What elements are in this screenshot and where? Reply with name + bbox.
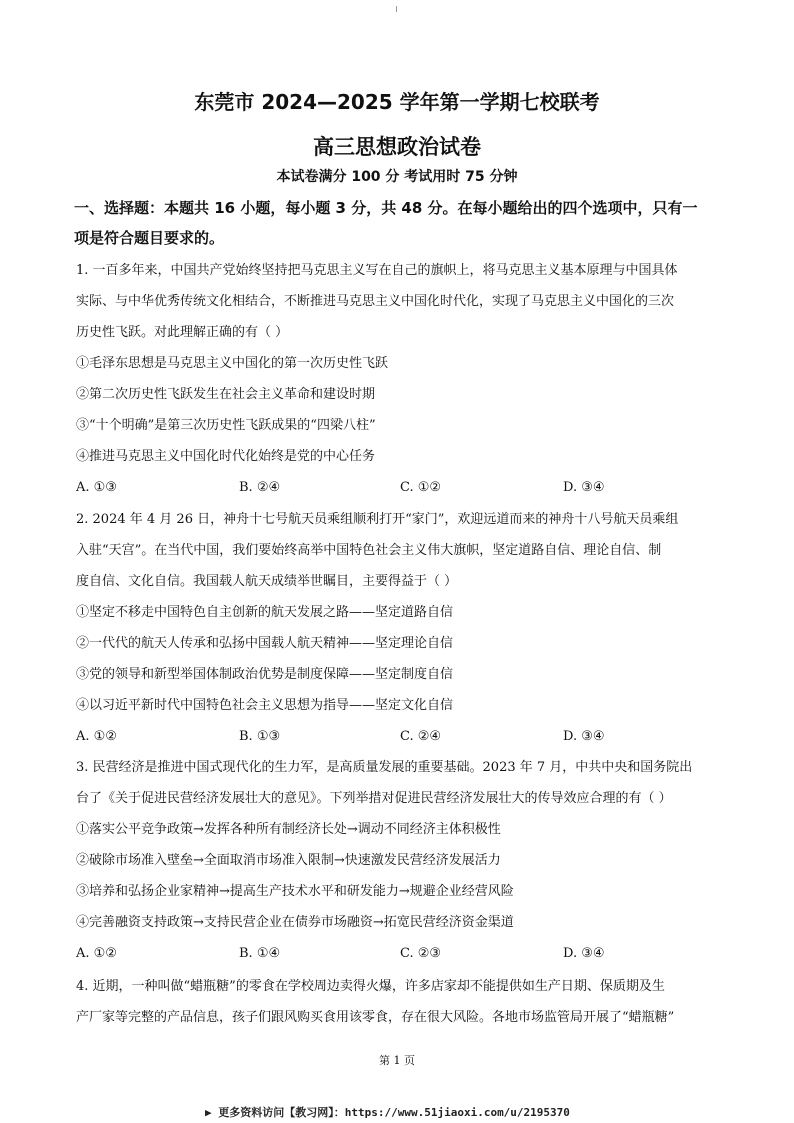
q2-option-a[interactable]: A. ①② (76, 729, 117, 744)
q2-stem-line1: 2. 2024 年 4 月 26 日，神舟十七号航天员乘组顺利打开“家门”，欢迎远道而来的神舟十八号航天员乘组 (76, 512, 679, 527)
q1-option-d[interactable]: D. ③④ (563, 480, 605, 495)
q4-stem-line1: 4. 近期，一种叫做“蜡瓶糖”的零食在学校周边卖得火爆，许多店家却不能提供如生产日期、保质期及生 (76, 979, 665, 994)
q2-stem-line3: 度自信、文化自信。我国载人航天成绩举世瞩目，主要得益于（ ） (76, 574, 458, 589)
q1-option-a[interactable]: A. ①③ (76, 480, 117, 495)
q3-item-1: ①落实公平竞争政策→发挥各种所有制经济长处→调动不同经济主体积极性 (76, 822, 501, 837)
q3-stem-line2: 台了《关于促进民营经济发展壮大的意见》。下列举措对促进民营经济发展壮大的传导效应合理的有（ ） (76, 791, 672, 806)
q3-option-a[interactable]: A. ①② (76, 946, 117, 961)
q2-option-b[interactable]: B. ①③ (239, 729, 281, 744)
q1-item-2: ②第二次历史性飞跃发生在社会主义革命和建设时期 (76, 387, 376, 402)
q1-option-c[interactable]: C. ①② (400, 480, 442, 495)
q2-item-2: ②一代代的航天人传承和弘扬中国载人航天精神——坚定理论自信 (76, 636, 454, 651)
top-mark (396, 6, 397, 12)
q2-option-d[interactable]: D. ③④ (563, 729, 605, 744)
exam-title: 东莞市 2024—2025 学年第一学期七校联考 (194, 90, 600, 114)
q1-stem-line1: 1. 一百多年来，中国共产党始终坚持把马克思主义写在自己的旗帜上，将马克思主义基本原理与中国具体 (76, 263, 678, 278)
q4-stem-line2: 产厂家等完整的产品信息，孩子们跟风购买食用该零食，存在很大风险。各地市场监管局开展了“蜡瓶糖” (76, 1010, 675, 1025)
section-heading-line2: 项是符合题目要求的。 (74, 229, 225, 247)
q1-item-4: ④推进马克思主义中国化时代化始终是党的中心任务 (76, 449, 376, 464)
q1-stem-line2: 实际、与中华优秀传统文化相结合，不断推进马克思主义中国化时代化，实现了马克思主义中国化的三次 (76, 294, 675, 309)
exam-subtitle: 高三思想政治试卷 (313, 135, 481, 159)
q2-stem-line2: 入驻“天宫”。在当代中国，我们要始终高举中国特色社会主义伟大旗帜，坚定道路自信、理论自信、制 (76, 543, 662, 558)
footer-ad-link[interactable]: ▶ 更多资料访问【教习网】：https://www.51jiaoxi.com/u/2195370 (205, 1106, 570, 1119)
q3-option-b[interactable]: B. ①④ (239, 946, 281, 961)
q3-item-4: ④完善融资支持政策→支持民营企业在债券市场融资→拓宽民营经济资金渠道 (76, 915, 514, 930)
page-number: 第 1 页 (379, 1054, 415, 1067)
q3-item-3: ③培养和弘扬企业家精神→提高生产技术水平和研发能力→规避企业经营风险 (76, 884, 514, 899)
q3-option-d[interactable]: D. ③④ (563, 946, 605, 961)
q1-item-3: ③“十个明确”是第三次历史性飞跃成果的“四梁八柱” (76, 418, 376, 433)
q3-option-c[interactable]: C. ②③ (400, 946, 442, 961)
q3-item-2: ②破除市场准入壁垒→全面取消市场准入限制→快速激发民营经济发展活力 (76, 853, 501, 868)
q2-item-1: ①坚定不移走中国特色自主创新的航天发展之路——坚定道路自信 (76, 605, 454, 620)
q2-item-3: ③党的领导和新型举国体制政治优势是制度保障——坚定制度自信 (76, 667, 454, 682)
q1-option-b[interactable]: B. ②④ (239, 480, 281, 495)
q1-item-1: ①毛泽东思想是马克思主义中国化的第一次历史性飞跃 (76, 356, 389, 371)
q2-item-4: ④以习近平新时代中国特色社会主义思想为指导——坚定文化自信 (76, 698, 454, 713)
q2-option-c[interactable]: C. ②④ (400, 729, 442, 744)
section-heading-line1: 一、选择题：本题共 16 小题，每小题 3 分，共 48 分。在每小题给出的四个选项中，只有一 (74, 199, 698, 217)
exam-info: 本试卷满分 100 分 考试用时 75 分钟 (276, 169, 518, 185)
q1-stem-line3: 历史性飞跃。对此理解正确的有（ ） (76, 325, 289, 340)
q3-stem-line1: 3. 民营经济是推进中国式现代化的生力军，是高质量发展的重要基础。2023 年 7 月，中共中央和国务院出 (76, 760, 693, 775)
